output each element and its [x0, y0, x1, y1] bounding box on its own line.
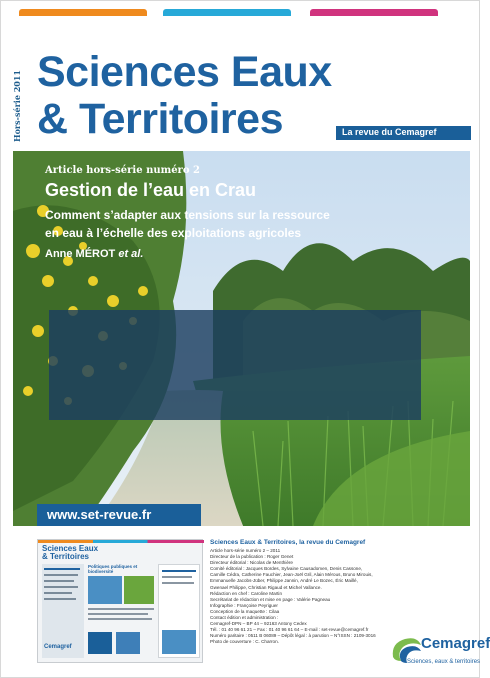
article-title: Gestion de l’eau en Crau: [45, 180, 257, 200]
masthead-title-line1: Sciences Eaux: [37, 48, 332, 96]
website-thumbnail: [37, 539, 203, 663]
thumb-logo: Cemagref: [44, 644, 72, 650]
logo-wordmark: Cemagref: [421, 635, 490, 652]
article-box: [49, 310, 421, 420]
orange-tab: [19, 9, 147, 16]
article-author: Anne MÉROT et al.: [45, 248, 144, 260]
website-link[interactable]: [37, 504, 201, 526]
pink-tab: [310, 9, 438, 16]
credits-line: Gwenael Philippe, Christian Rigaud et Michel Vallance.: [210, 584, 322, 590]
credits-line: Emmanuelle Jacobs-Jüber, Philippe Jannin, André Le Bozec, Éric Maillé,: [210, 578, 358, 584]
credits-line: Numéro paritaire : 0511 B 06089 – Dépôt légal : à parution – N°ISSN : 2109-3016: [210, 633, 376, 639]
credits-line: Secrétariat de rédaction et mise en page : Valérie Pagneau: [210, 596, 331, 602]
article-kicker: Article hors-série numéro 2: [45, 165, 200, 176]
article-subtitle-line2: en eau à l’échelle des exploitations agricoles: [45, 226, 302, 240]
thumb-headline: Politiques publiques et biodiversité: [88, 564, 138, 574]
cemagref-logo: [389, 635, 490, 671]
credits-line: Comité éditorial : Jacques Bordes, Sylvaine Causadomen, Denis Cassone,: [210, 566, 363, 572]
publication-credits: [210, 539, 410, 646]
tagline-bar: [336, 126, 471, 140]
credits-line: Directeur de la publication : Roger Genet: [210, 554, 294, 560]
credits-line: Infographie : Françoise Peyriguer: [210, 602, 278, 608]
cyan-tab: [163, 9, 291, 16]
website-url[interactable]: www.set-revue.fr: [47, 507, 152, 522]
logo-tagline: Sciences, eaux & territoires: [407, 659, 481, 665]
article-text-block: [37, 165, 409, 270]
credits-heading: Sciences Eaux & Territoires, la revue du Cemagref: [210, 539, 366, 546]
credits-line: Tél. : 01 40 96 61 21 – Fax : 01 40 96 61 64 – E-mail : set-revue@cemagref.fr: [210, 627, 369, 633]
thumb-title: Sciences Eaux & Territoires: [42, 544, 99, 561]
credits-line: Photo de couverture : C. Charron.: [210, 639, 279, 645]
credits-line: Cemagref-DPN – BP 44 – 92163 Antony Cedex: [210, 621, 307, 627]
credits-line: Contact édition et administration :: [210, 615, 279, 621]
masthead-title-line2: & Territoires: [37, 95, 283, 143]
issue-side-label: Hors-série 2011: [12, 70, 22, 142]
credits-line: Conception de la maquette : Cilaa: [210, 608, 280, 614]
tagline: La revue du Cemagref: [342, 127, 437, 137]
article-subtitle-line1: Comment s’adapter aux tensions sur la ressource: [45, 208, 330, 222]
credits-line: Rédaction en chef : Caroline Martin: [210, 590, 283, 596]
credits-line: Article hors-série numéro 2 – 2011: [210, 548, 281, 553]
credits-line: Camille Cédra, Catherine Fauchier, Jean-Joël Gril, Alain Mérous, Bruno Mirouis,: [210, 572, 373, 578]
credits-line: Directeur éditorial : Nicolas de Menthière: [210, 560, 293, 566]
